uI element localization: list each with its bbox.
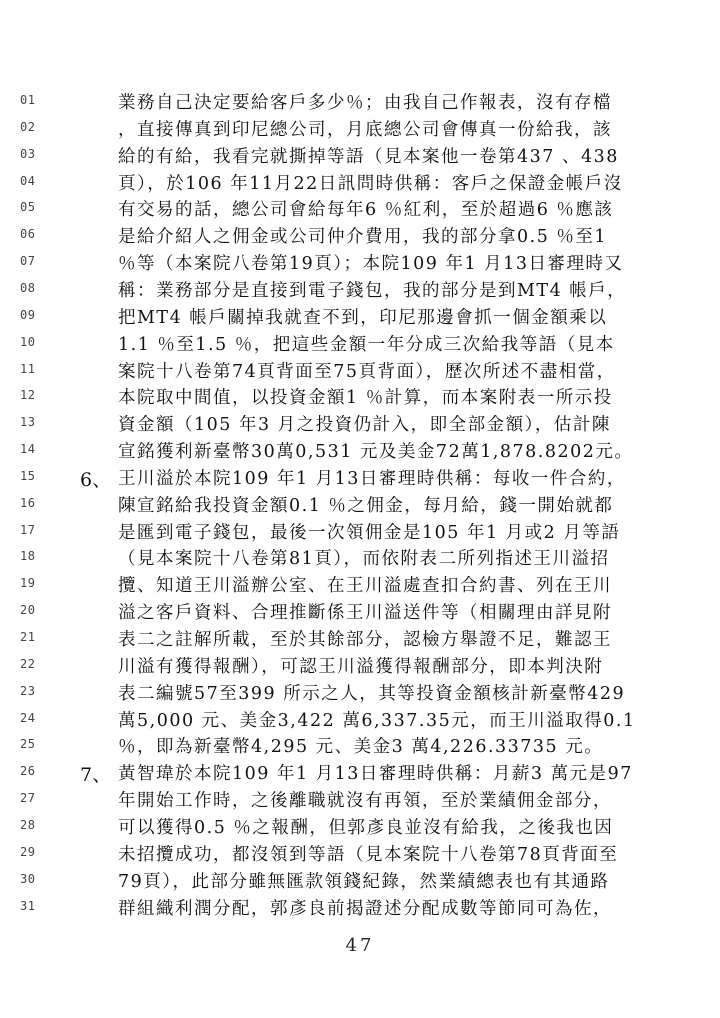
line-text: 攬、知道王川溢辦公室、在王川溢處查扣合約書、列在王川 [118,576,612,597]
line-text: 頁），於106 年11月22日訊問時供稱：客戶之保證金帳戶沒 [118,173,623,194]
text-line [0,653,720,681]
line-number: 28 [20,817,36,832]
text-line [0,492,720,520]
text-line [0,89,720,117]
text-line [0,358,720,386]
line-number: 11 [20,361,36,376]
text-line [0,331,720,359]
line-number: 20 [20,603,36,618]
text-line [0,733,720,761]
text-line [0,223,720,251]
line-text: 群組織利潤分配，郭彥良前揭證述分配成數等節同可為佐， [118,898,612,919]
line-text: 業務自己決定要給客戶多少％；由我自己作報表，沒有存檔 [118,93,612,113]
line-text: 宣銘獲利新臺幣30萬0,531 元及美金72萬1,878.8202元。 [118,442,634,463]
line-text: （見本案院十八卷第81頁），而依附表二所列指述王川溢招 [118,549,610,570]
line-text: 本院取中間值，以投資金額1 ％計算，而本案附表一所示投 [118,388,613,409]
line-text: 稱：業務部分是直接到電子錢包，我的部分是到MT4 帳戶， [118,280,627,301]
line-number: 30 [20,871,36,886]
text-line [0,196,720,224]
text-line [0,519,720,547]
item-marker: 6、 [80,468,112,491]
line-text: 是匯到電子錢包，最後一次領佣金是105 年1 月或2 月等語 [118,522,621,543]
text-line [0,760,720,788]
line-number: 27 [20,791,36,806]
text-line [0,304,720,332]
text-line [0,868,720,896]
line-text: 表二之註解所載，至於其餘部分，認檢方舉證不足，難認王 [118,630,612,650]
text-line [0,841,720,869]
line-text: 資金額（105 年3 月之投資仍計入，即全部金額），估計陳 [118,415,611,436]
line-text: 79頁），此部分雖無匯款領錢紀錄，然業績總表也有其通路 [118,871,610,892]
line-text: 未招攬成功，都沒領到等語（見本案院十八卷第78頁背面至 [118,844,619,865]
line-number: 14 [20,442,36,457]
line-number: 07 [20,254,36,269]
line-text: 是給介紹人之佣金或公司仲介費用，我的部分拿0.5 ％至1 [118,227,608,248]
line-number: 08 [20,280,36,295]
line-text: 把MT4 帳戶關掉我就查不到，印尼那邊會抓一個金額乘以 [118,307,608,328]
line-text: 案院十八卷第74頁背面至75頁背面），歷次所述不盡相當， [118,361,616,382]
text-line [0,465,720,493]
text-line [0,384,720,412]
line-number: 25 [20,737,36,752]
line-number: 13 [20,415,36,430]
line-number: 03 [20,146,36,161]
line-number: 26 [20,764,36,779]
text-line [0,787,720,815]
line-text: 有交易的話，總公司會給每年6 ％紅利，至於超過6 ％應該 [118,200,614,221]
text-line [0,545,720,573]
text-line [0,438,720,466]
line-text: 黃智瑋於本院109 年1 月13日審理時供稱：月薪3 萬元是97 [118,764,633,785]
line-text: 給的有給，我看完就撕掉等語（見本案他一卷第437 、438 [118,146,619,167]
line-number: 31 [20,898,36,913]
line-text: 王川溢於本院109 年1 月13日審理時供稱：每收一件合約， [118,468,626,489]
line-number: 23 [20,683,36,698]
line-number: 02 [20,119,36,134]
line-number: 22 [20,656,36,671]
line-number: 21 [20,630,36,644]
line-number: 15 [20,468,36,483]
line-text: 溢之客戶資料、合理推斷係王川溢送件等（相關理由詳見附 [118,603,612,624]
text-line [0,572,720,600]
text-line [0,814,720,842]
text-line [0,170,720,198]
line-number: 05 [20,200,36,215]
line-number: 12 [20,388,36,403]
line-number: 24 [20,710,36,725]
line-number: 04 [20,173,36,188]
line-number: 01 [20,93,36,107]
line-number: 06 [20,227,36,242]
text-line [0,680,720,708]
line-number: 17 [20,522,36,537]
line-number: 29 [20,844,36,859]
line-number: 19 [20,576,36,591]
line-text: 可以獲得0.5 ％之報酬，但郭彥良並沒有給我，之後我也因 [118,817,614,838]
text-line [0,143,720,171]
line-text: ％等（本案院八卷第19頁）；本院109 年1 月13日審理時又 [118,254,624,275]
line-text: 1.1 ％至1.5 ％，把這些金額一年分成三次給我等語（見本 [118,334,615,355]
line-number: 09 [20,307,36,322]
text-line [0,895,720,923]
line-text: 萬5,000 元、美金3,422 萬6,337.35元，而王川溢取得0.1 [118,710,636,731]
line-number: 16 [20,495,36,510]
line-text: 年開始工作時，之後離職就沒有再領，至於業績佣金部分， [118,791,612,812]
line-text: ，直接傳真到印尼總公司，月底總公司會傳真一份給我，該 [118,119,612,140]
line-text: 陳宣銘給我投資金額0.1 ％之佣金，每月給，錢一開始就都 [118,495,614,516]
page-number: 47 [345,935,375,956]
text-line [0,250,720,278]
text-line [0,707,720,735]
text-line [0,599,720,627]
line-text: ％，即為新臺幣4,295 元、美金3 萬4,226.33735 元。 [118,737,604,758]
text-line [0,116,720,144]
line-text: 川溢有獲得報酬），可認王川溢獲得報酬部分，即本判決附 [118,656,604,677]
text-line [0,277,720,305]
text-line [0,626,720,654]
text-line [0,411,720,439]
line-text: 表二編號57至399 所示之人，其等投資金額核計新臺幣429 [118,683,626,704]
line-number: 18 [20,549,36,564]
line-number: 10 [20,334,36,349]
item-marker: 7、 [80,764,112,787]
